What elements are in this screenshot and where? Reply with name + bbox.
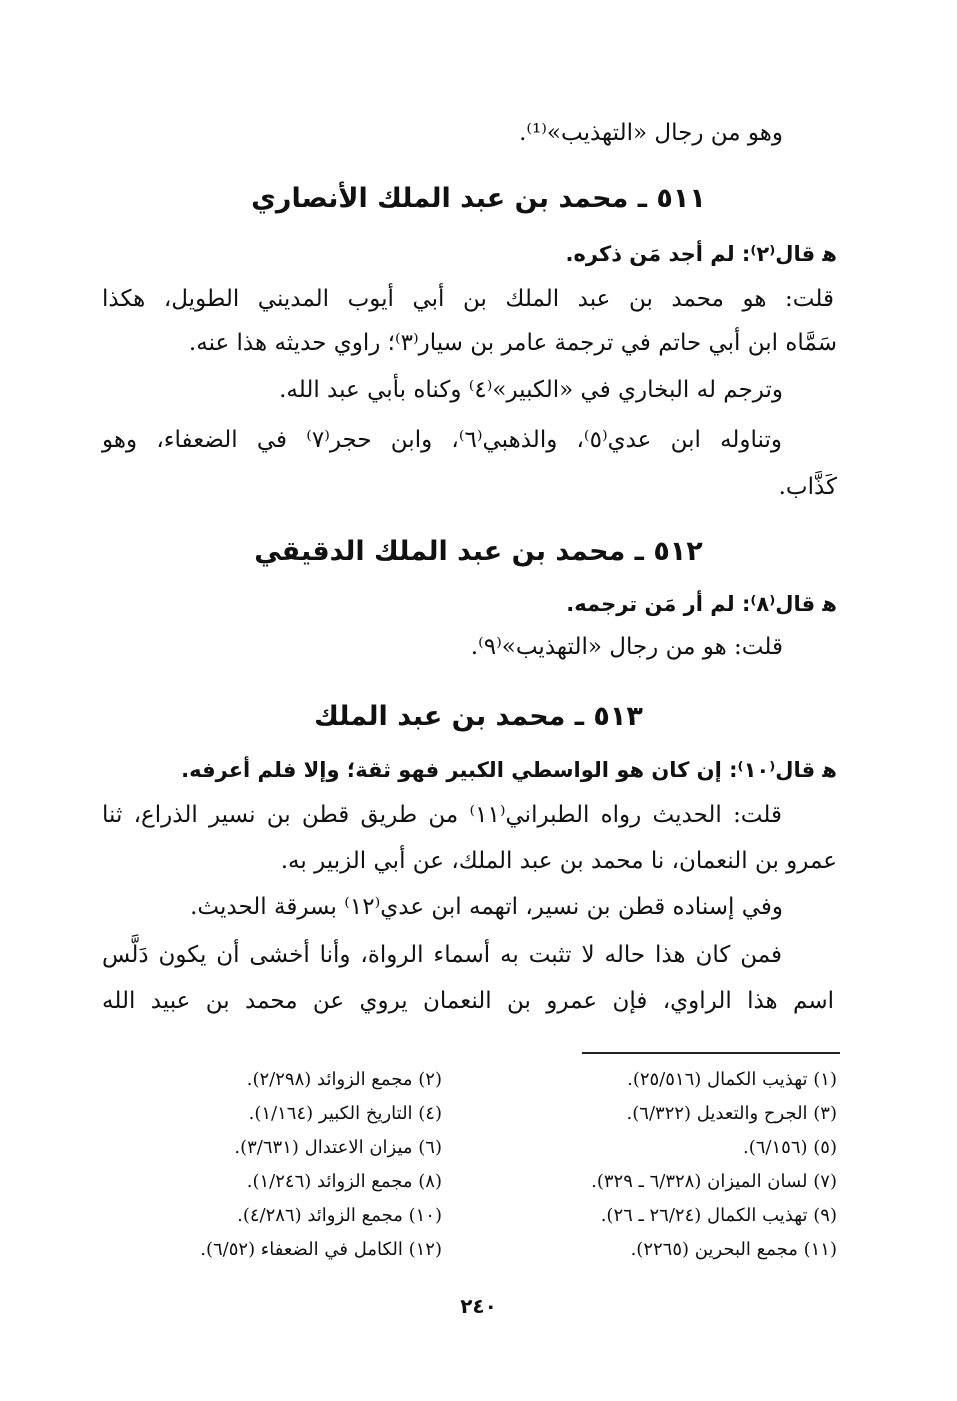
body-line: عمرو بن النعمان، نا محمد بن عبد الملك، عن أبي الزبير به. — [280, 848, 837, 874]
body-line: فمن كان هذا حاله لا تثبت به أسماء الرواة، وأنا أخشى أن يكون دَلَّس — [102, 942, 782, 968]
footnote-6: (٦) ميزان الاعتدال (٣/٦٣١). — [234, 1137, 442, 1158]
qala-line-513: ﻫ قال⁽١٠⁾: إن كان هو الواسطي الكبير فهو ثقة؛ وإلا فلم أعرفه. — [181, 758, 837, 782]
footnote-3: (٣) الجرح والتعديل (٦/٣٢٢). — [626, 1103, 837, 1124]
body-line: قلت: الحديث رواه الطبراني⁽١١⁾ من طريق قطن بن نسير الذراع، ثنا — [102, 802, 783, 828]
footnote-9: (٩) تهذيب الكمال (٢٦/٢٤ ـ ٢٦). — [600, 1205, 837, 1226]
footnote-4: (٤) التاريخ الكبير (١/١٦٤). — [248, 1103, 442, 1124]
qala-line-512: ﻫ قال⁽٨⁾: لم أر مَن ترجمه. — [566, 592, 837, 616]
body-line: وترجم له البخاري في «الكبير»⁽٤⁾ وكناه بأبي عبد الله. — [279, 377, 783, 403]
body-line: قلت: هو محمد بن عبد الملك بن أبي أيوب المديني الطويل، هكذا — [102, 286, 834, 312]
footnote-divider — [582, 1052, 840, 1054]
entry-heading-511: ٥١١ ـ محمد بن عبد الملك الأنصاري — [251, 183, 706, 214]
body-line: اسم هذا الراوي، فإن عمرو بن النعمان يروي عن محمد بن عبيد الله — [102, 988, 834, 1014]
footnote-8: (٨) مجمع الزوائد (١/٢٤٦). — [246, 1171, 442, 1192]
page-number: ٢٤٠ — [460, 1294, 497, 1318]
body-line: سَمَّاه ابن أبي حاتم في ترجمة عامر بن سيار⁽٣⁾؛ راوي حديثه هذا عنه. — [188, 330, 837, 356]
body-line: كَذَّاب. — [778, 474, 837, 500]
entry-heading-512: ٥١٢ ـ محمد بن عبد الملك الدقيقي — [254, 536, 703, 567]
entry-heading-513: ٥١٣ ـ محمد بن عبد الملك — [314, 701, 643, 732]
footnote-12: (١٢) الكامل في الضعفاء (٦/٥٢). — [200, 1239, 442, 1260]
intro-line: وهو من رجال «التهذيب»⁽¹⁾. — [519, 120, 783, 146]
footnote-5: (٥) (٦/١٥٦). — [743, 1137, 837, 1158]
footnote-2: (٢) مجمع الزوائد (٢/٢٩٨). — [246, 1069, 442, 1090]
footnote-7: (٧) لسان الميزان (٦/٣٢٨ ـ ٣٢٩). — [591, 1171, 837, 1192]
body-line: قلت: هو من رجال «التهذيب»⁽٩⁾. — [470, 634, 783, 660]
footnote-1: (١) تهذيب الكمال (٢٥/٥١٦). — [627, 1069, 837, 1090]
body-line: وفي إسناده قطن بن نسير، اتهمه ابن عدي⁽١٢⁾ بسرقة الحديث. — [190, 894, 783, 920]
footnote-11: (١١) مجمع البحرين (٢٢٦٥). — [630, 1239, 837, 1260]
body-line: وتناوله ابن عدي⁽٥⁾، والذهبي⁽٦⁾، وابن حجر⁽٧⁾ في الضعفاء، وهو — [102, 427, 782, 453]
footnote-10: (١٠) مجمع الزوائد (٤/٢٨٦). — [237, 1205, 442, 1226]
qala-line-511: ﻫ قال⁽٢⁾: لم أجد مَن ذكره. — [565, 242, 837, 266]
